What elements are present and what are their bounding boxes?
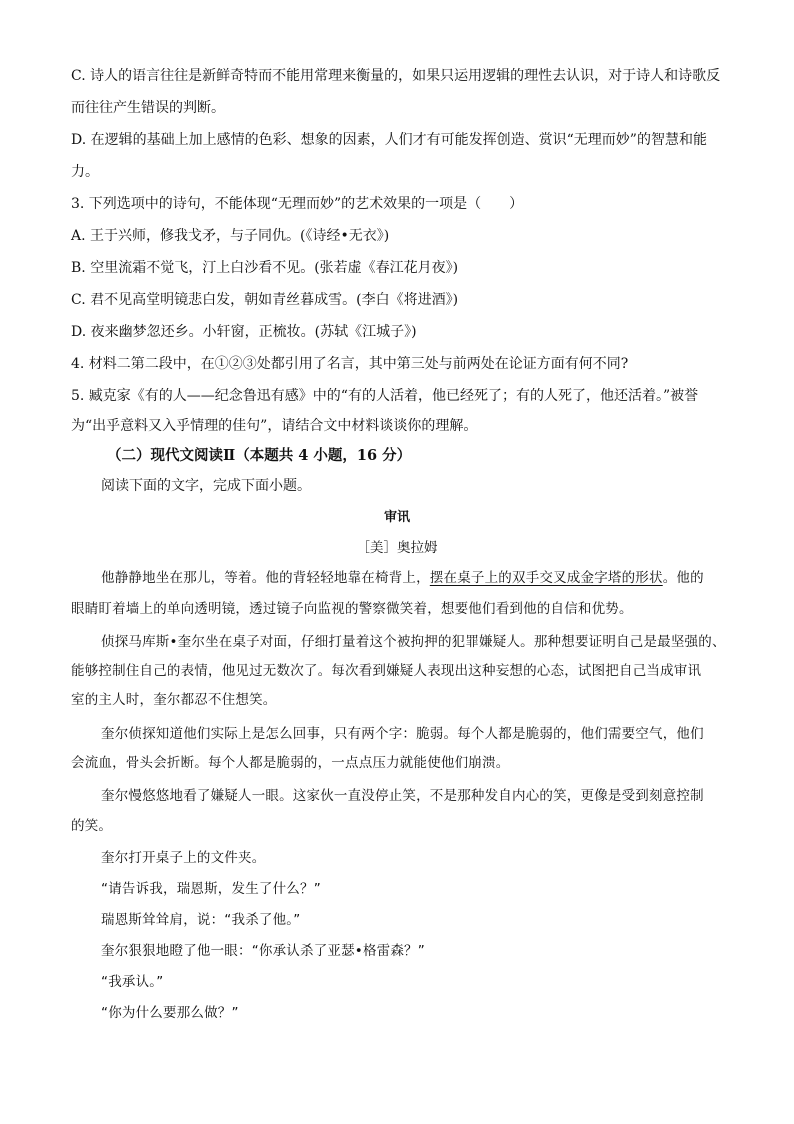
question-3-option-d: D. 夜来幽梦忽还乡。小轩窗，正梳妆。(苏轼《江城子》)	[71, 324, 417, 340]
question-5-line-2: 为“出乎意料又入乎情理的佳句”，请结合文中材料谈谈你的理解。	[71, 418, 478, 434]
story-p3-line-1: 奎尔侦探知道他们实际上是怎么回事，只有两个字：脆弱。每个人都是脆弱的，他们需要空气，他们	[101, 726, 704, 742]
story-p10: “你为什么要那么做？”	[101, 1005, 239, 1021]
underlined-phrase: 摆在桌子上的双手交叉成金字塔的形状	[429, 570, 663, 586]
question-3-option-b: B. 空里流霜不觉飞，汀上白沙看不见。(张若虚《春江花月夜》)	[71, 260, 459, 276]
story-p4-line-2: 的笑。	[71, 818, 113, 834]
section-2-heading: （二）现代文阅读Ⅱ（本题共 4 小题，16 分）	[107, 447, 412, 464]
question-3-option-a: A. 王于兴师，修我戈矛，与子同仇。(《诗经•无衣》)	[71, 228, 390, 244]
question-3-option-c: C. 君不见高堂明镜悲白发，朝如青丝暮成雪。(李白《将进酒》)	[71, 292, 459, 308]
story-p1-text-b: 。他的	[662, 570, 704, 586]
story-p1-text-a: 他静静地坐在那儿，等着。他的背轻轻地靠在椅背上，	[101, 570, 430, 586]
section-2-instruction: 阅读下面的文字，完成下面小题。	[101, 478, 311, 494]
option-c-line-1: C. 诗人的语言往往是新鲜奇特而不能用常理来衡量的，如果只运用逻辑的理性去认识，对于诗人和诗歌反	[71, 68, 721, 84]
story-p3-line-2: 会流血，骨头会折断。每个人都是脆弱的，一点点压力就能使他们崩溃。	[71, 755, 510, 771]
story-p2-line-1: 侦探马库斯•奎尔坐在桌子对面，仔细打量着这个被拘押的犯罪嫌疑人。那种想要证明自己是最坚强的、	[101, 634, 726, 650]
story-p2-line-3: 室的主人时，奎尔都忍不住想笑。	[71, 692, 277, 708]
story-p1-line-1	[101, 568, 734, 588]
story-title: 审讯	[383, 510, 410, 525]
story-p1-line-2: 眼睛盯着墙上的单向透明镜，透过镜子向监视的警察微笑着，想要他们看到他的自信和优势。	[71, 601, 633, 617]
option-c-line-2: 而往往产生错误的判断。	[71, 100, 225, 116]
story-p2-line-2: 能够控制住自己的表情，他见过无数次了。每次看到嫌疑人表现出这种妄想的心态，试图把自己当成审讯	[71, 663, 702, 679]
option-d-line-1: D. 在逻辑的基础上加上感情的色彩、想象的因素，人们才有可能发挥创造、赏识“无理而妙”的智慧和能	[71, 132, 707, 148]
story-p8: 奎尔狠狠地瞪了他一眼：“你承认杀了亚瑟•格雷森？”	[101, 943, 425, 959]
story-p6: “请告诉我，瑞恩斯，发生了什么？”	[101, 881, 321, 897]
question-3-stem: 3. 下列选项中的诗句，不能体现“无理而妙”的艺术效果的一项是（ ）	[71, 196, 524, 212]
story-p5: 奎尔打开桌子上的文件夹。	[101, 850, 266, 866]
story-author: ［美］奥拉姆	[356, 540, 438, 556]
question-4: 4. 材料二第二段中，在①②③处都引用了名言，其中第三处与前两处在论证方面有何不同?	[71, 356, 629, 372]
option-d-line-2: 力。	[71, 164, 99, 180]
story-p7: 瑞恩斯耸耸肩，说：“我杀了他。”	[101, 912, 301, 928]
story-p4-line-1: 奎尔慢悠悠地看了嫌疑人一眼。这家伙一直没停止笑，不是那种发自内心的笑，更像是受到刻意控制	[101, 788, 704, 804]
question-5-line-1: 5. 臧克家《有的人——纪念鲁迅有感》中的“有的人活着，他已经死了；有的人死了，他还活着。”被誉	[71, 388, 699, 404]
story-p9: “我承认。”	[101, 974, 164, 990]
